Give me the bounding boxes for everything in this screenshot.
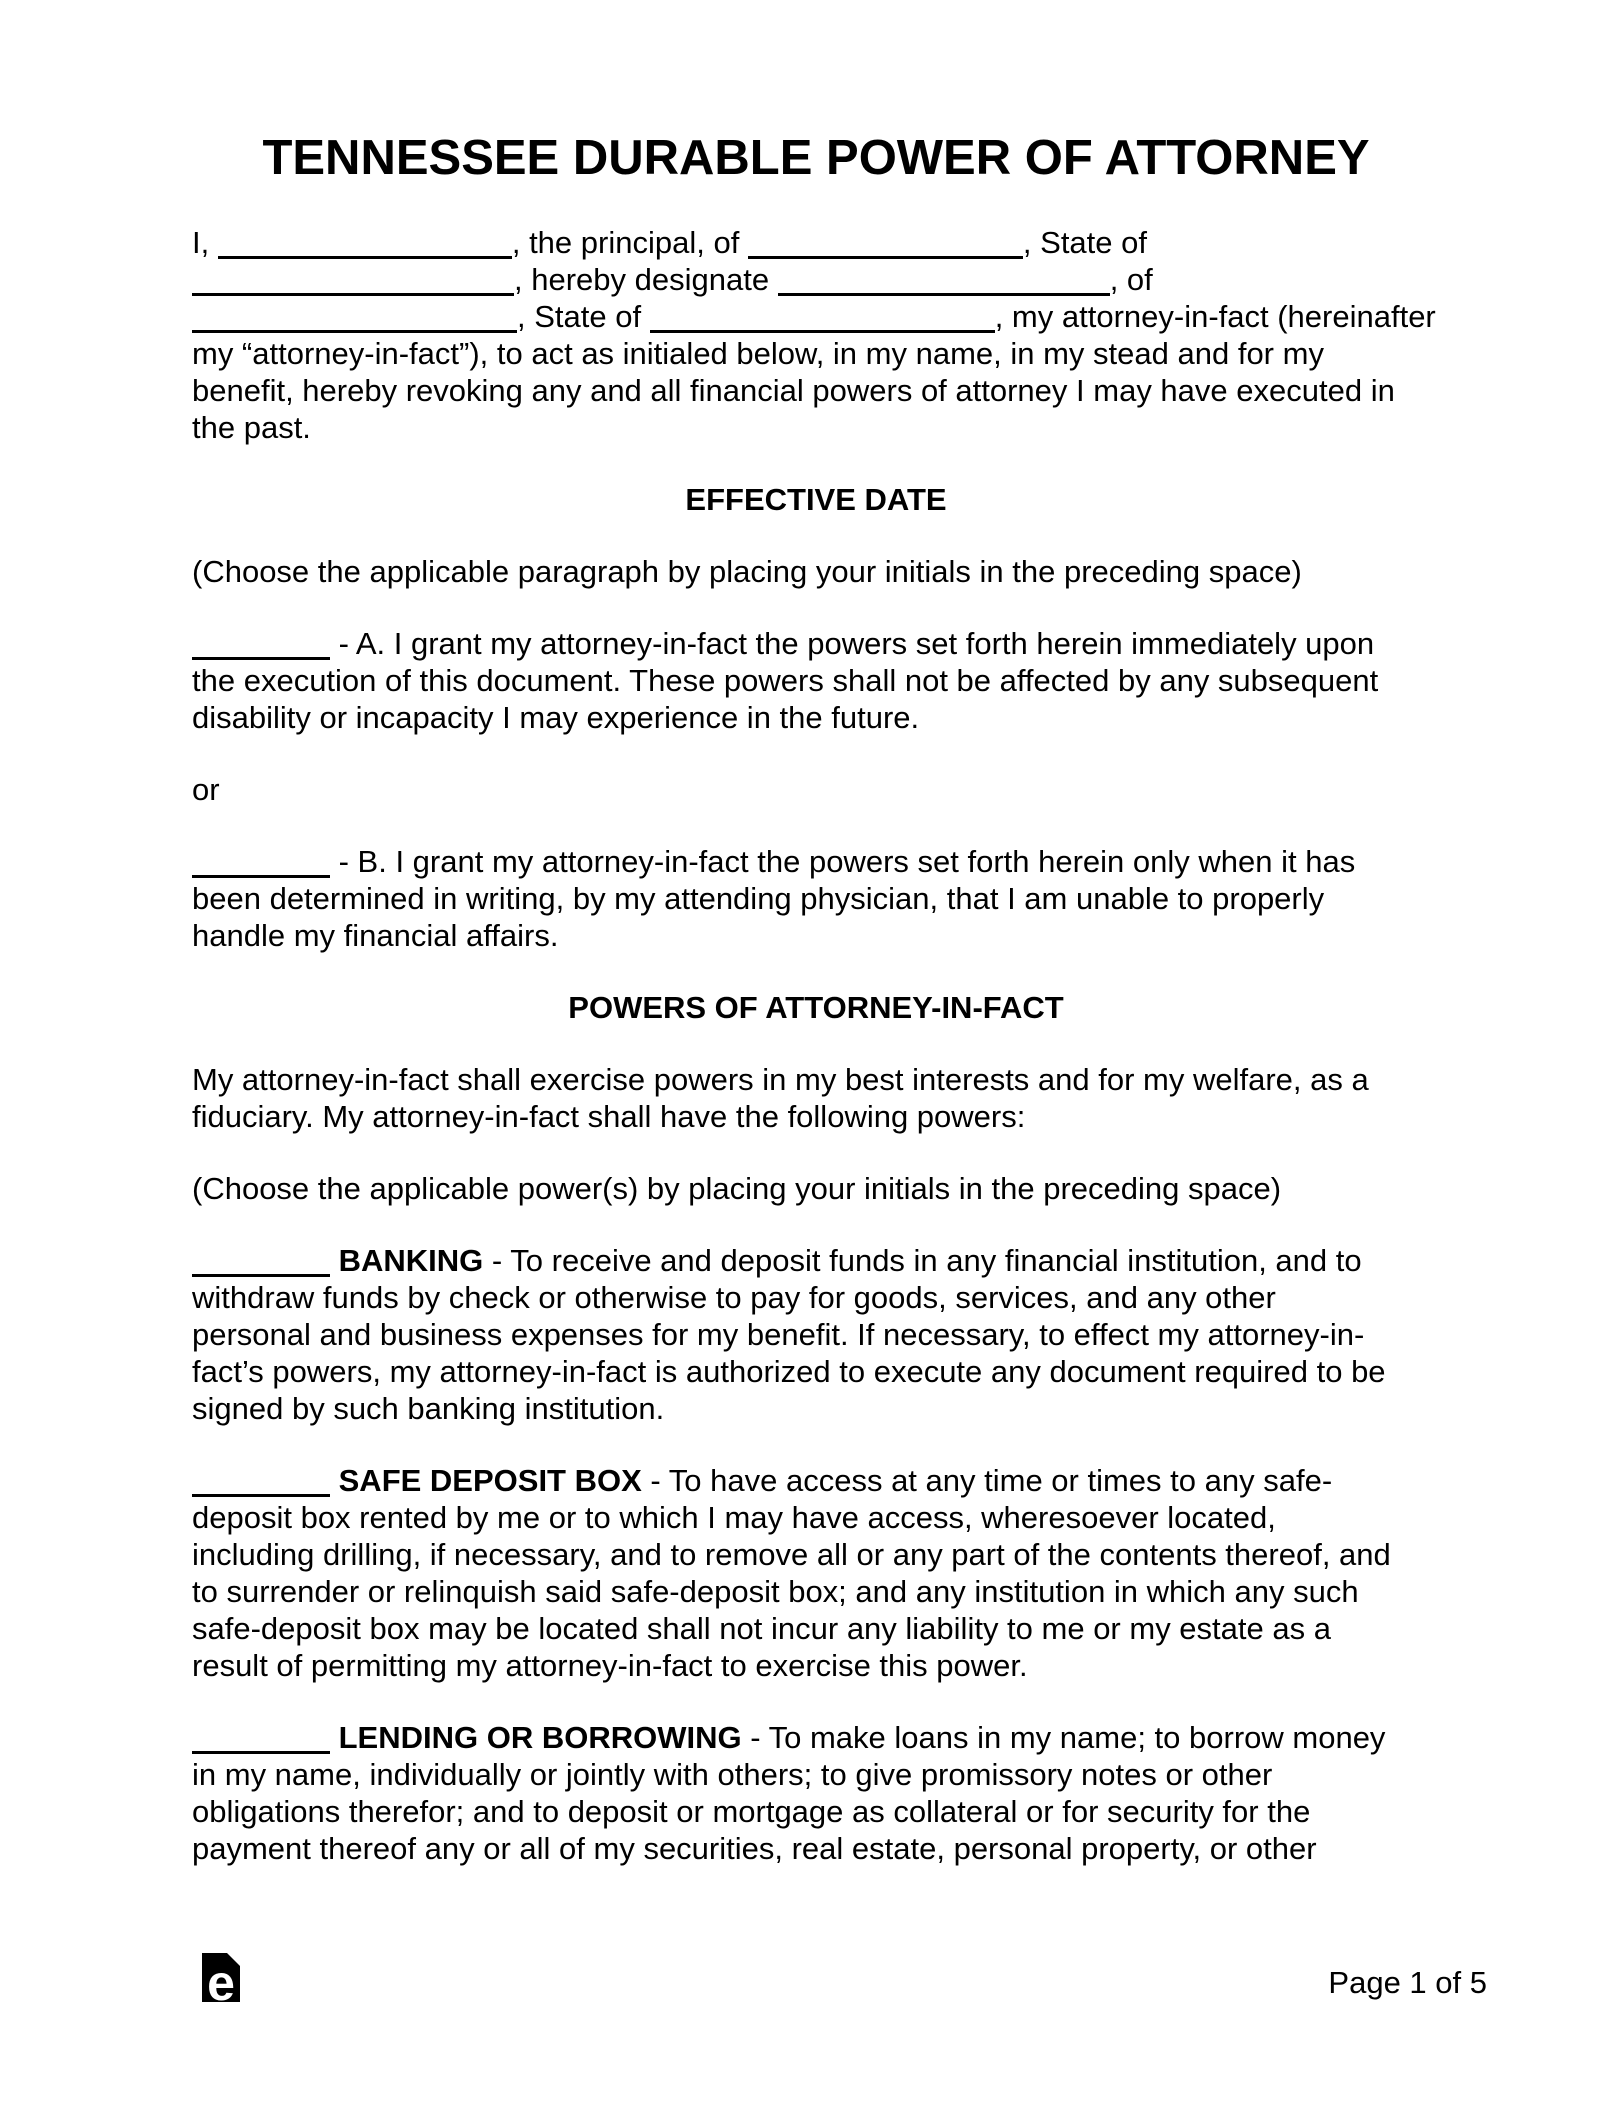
power-title: SAFE DEPOSIT BOX <box>338 1463 642 1498</box>
text-line <box>192 1061 1440 1098</box>
paragraph <box>192 1719 1440 1867</box>
text-run <box>330 1720 339 1755</box>
text-run: payment thereof any or all of my securities, real estate, personal property, or other <box>192 1831 1317 1866</box>
principal-name-blank[interactable] <box>218 224 512 259</box>
text-line <box>192 1316 1440 1353</box>
text-run: , my attorney-in-fact (hereinafter <box>994 299 1436 334</box>
agent-state-blank[interactable] <box>650 298 995 333</box>
paragraph <box>192 553 1440 590</box>
text-run: , hereby designate <box>514 262 778 297</box>
text-run: the past. <box>192 410 311 445</box>
text-run: - To receive and deposit funds in any financial institution, and to <box>483 1243 1362 1278</box>
option-a-initials-blank[interactable] <box>192 625 330 660</box>
section-heading: POWERS OF ATTORNEY-IN-FACT <box>568 990 1064 1025</box>
logo-letter: e <box>207 1955 235 2011</box>
text-line <box>192 261 1440 298</box>
text-run: including drilling, if necessary, and to remove all or any part of the contents thereof, and <box>192 1537 1391 1572</box>
text-line <box>192 1242 1440 1279</box>
text-run: safe-deposit box may be located shall not incur any liability to me or my estate as a <box>192 1611 1331 1646</box>
text-line <box>192 372 1440 409</box>
paragraph <box>192 771 1440 808</box>
text-run: or <box>192 772 220 807</box>
text-line <box>192 1793 1440 1830</box>
paragraph <box>192 1462 1440 1684</box>
page-number: Page 1 of 5 <box>1328 1965 1487 2000</box>
text-line <box>192 1353 1440 1390</box>
paragraph <box>192 1170 1440 1207</box>
text-run: obligations therefor; and to deposit or mortgage as collateral or for security for the <box>192 1794 1311 1829</box>
safe-deposit-initials-blank[interactable] <box>192 1462 330 1497</box>
text-run: , of <box>1109 262 1153 297</box>
text-run: withdraw funds by check or otherwise to pay for goods, services, and any other <box>192 1280 1276 1315</box>
text-run: been determined in writing, by my attending physician, that I am unable to properly <box>192 881 1325 916</box>
paragraph <box>192 625 1440 736</box>
text-line <box>192 409 1440 446</box>
text-line <box>192 880 1440 917</box>
text-line <box>192 1499 1440 1536</box>
text-line <box>192 1830 1440 1867</box>
text-run <box>330 1463 339 1498</box>
text-line <box>192 335 1440 372</box>
text-run: disability or incapacity I may experience in the future. <box>192 700 920 735</box>
text-line <box>192 662 1440 699</box>
text-line <box>192 298 1440 335</box>
text-line <box>192 1719 1440 1756</box>
text-run: (Choose the applicable power(s) by placing your initials in the preceding space) <box>192 1171 1282 1206</box>
text-line <box>192 1390 1440 1427</box>
text-run: - A. I grant my attorney-in-fact the powers set forth herein immediately upon <box>330 626 1375 661</box>
power-title: LENDING OR BORROWING <box>338 1720 742 1755</box>
text-line <box>192 1536 1440 1573</box>
text-line <box>192 1170 1440 1207</box>
option-b-initials-blank[interactable] <box>192 843 330 878</box>
e-document-logo <box>202 1953 240 2011</box>
text-line <box>192 1279 1440 1316</box>
text-line <box>192 224 1440 261</box>
document-content <box>192 131 1440 1902</box>
text-line <box>192 1573 1440 1610</box>
document-body <box>192 224 1440 1867</box>
text-run: the execution of this document. These powers shall not be affected by any subsequent <box>192 663 1379 698</box>
paragraph <box>192 843 1440 954</box>
paragraph <box>192 1242 1440 1427</box>
text-line <box>192 1462 1440 1499</box>
text-run: - To have access at any time or times to any safe- <box>641 1463 1333 1498</box>
text-run: my “attorney-in-fact”), to act as initialed below, in my name, in my stead and for my <box>192 336 1324 371</box>
agent-name-blank[interactable] <box>778 261 1110 296</box>
text-run: My attorney-in-fact shall exercise powers in my best interests and for my welfare, as a <box>192 1062 1369 1097</box>
power-title: BANKING <box>338 1243 484 1278</box>
principal-state-blank[interactable] <box>192 261 514 296</box>
text-run: , State of <box>1022 225 1147 260</box>
text-line <box>192 771 1440 808</box>
text-run: , State of <box>517 299 650 334</box>
text-run: , the principal, of <box>511 225 748 260</box>
text-run: fiduciary. My attorney-in-fact shall have the following powers: <box>192 1099 1026 1134</box>
text-run: to surrender or relinquish said safe-deposit box; and any institution in which any such <box>192 1574 1359 1609</box>
text-run: I, <box>192 225 218 260</box>
text-line <box>192 1610 1440 1647</box>
text-line <box>192 917 1440 954</box>
text-run: result of permitting my attorney-in-fact to exercise this power. <box>192 1648 1028 1683</box>
text-run: signed by such banking institution. <box>192 1391 665 1426</box>
text-run: fact’s powers, my attorney-in-fact is authorized to execute any document required to be <box>192 1354 1386 1389</box>
banking-initials-blank[interactable] <box>192 1242 330 1277</box>
principal-city-blank[interactable] <box>748 224 1023 259</box>
text-line <box>192 625 1440 662</box>
section-heading: EFFECTIVE DATE <box>685 482 947 517</box>
agent-city-blank[interactable] <box>192 298 517 333</box>
lending-initials-blank[interactable] <box>192 1719 330 1754</box>
text-run: handle my financial affairs. <box>192 918 559 953</box>
text-run: benefit, hereby revoking any and all financial powers of attorney I may have executed in <box>192 373 1395 408</box>
text-run: - B. I grant my attorney-in-fact the powers set forth herein only when it has <box>330 844 1356 879</box>
text-line <box>192 843 1440 880</box>
document-title: TENNESSEE DURABLE POWER OF ATTORNEY <box>262 131 1370 185</box>
text-line <box>192 1756 1440 1793</box>
text-line <box>192 1647 1440 1684</box>
text-run: (Choose the applicable paragraph by placing your initials in the preceding space) <box>192 554 1302 589</box>
text-line <box>192 553 1440 590</box>
text-line <box>192 699 1440 736</box>
text-run <box>330 1243 339 1278</box>
paragraph <box>192 1061 1440 1135</box>
paragraph <box>192 224 1440 446</box>
text-line <box>192 1098 1440 1135</box>
text-run: - To make loans in my name; to borrow money <box>741 1720 1386 1755</box>
text-run: deposit box rented by me or to which I may have access, wheresoever located, <box>192 1500 1276 1535</box>
text-run: personal and business expenses for my benefit. If necessary, to effect my attorney-in- <box>192 1317 1365 1352</box>
text-run: in my name, individually or jointly with others; to give promissory notes or other <box>192 1757 1273 1792</box>
